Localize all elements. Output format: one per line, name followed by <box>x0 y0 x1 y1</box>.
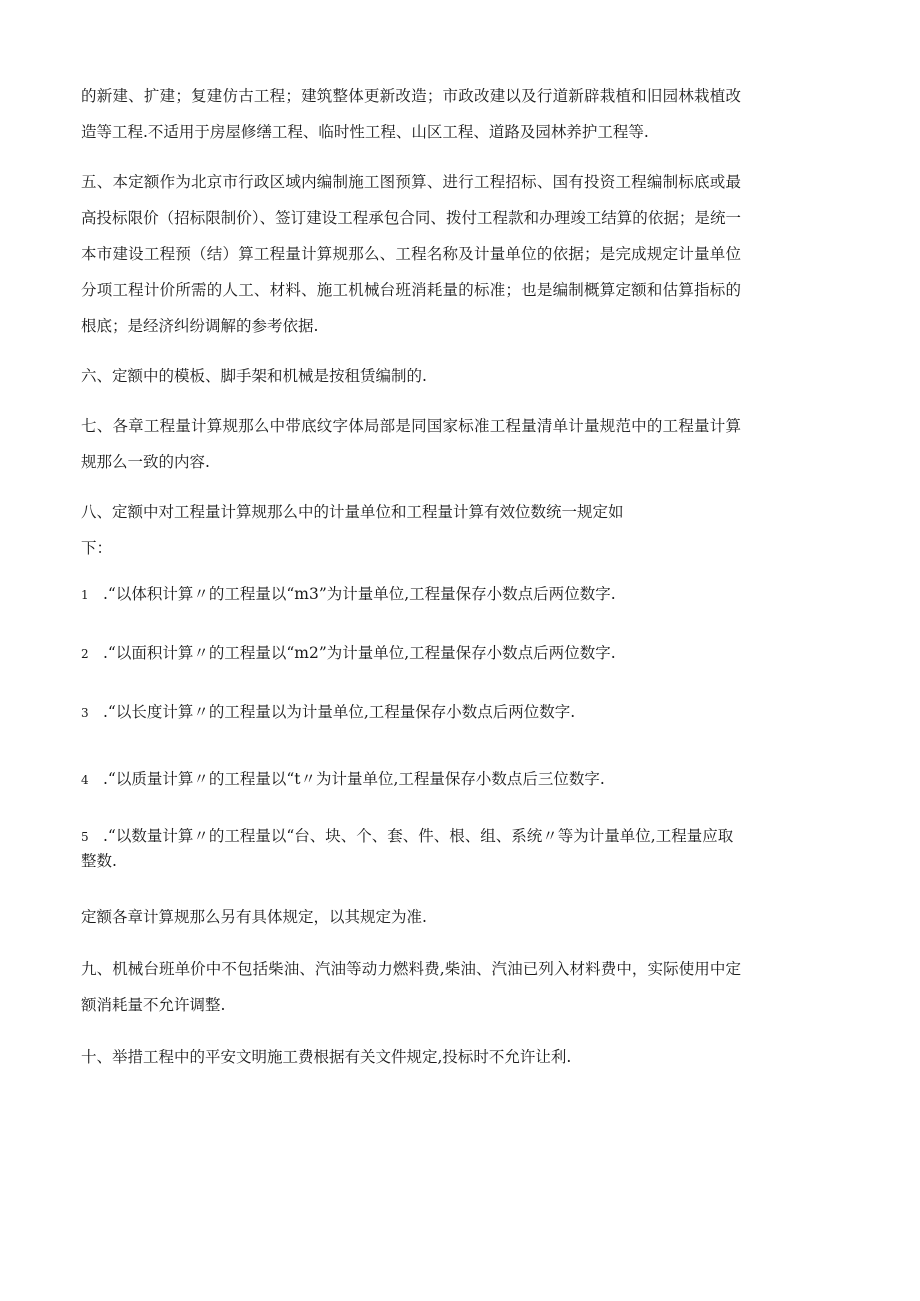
paragraph-6-rental: 六、定额中的模板、脚手架和机械是按租赁编制的. <box>81 367 427 385</box>
paragraph-note: 定额各章计算规那么另有具体规定，以其规定为准. <box>81 908 427 926</box>
paragraph-7-rules: 七、各章工程量计算规那么中带底纹字体局部是同国家标准工程量清单计量规范中的工程量计算规那么一致的内容. <box>81 417 741 471</box>
list-item-2 <box>81 639 741 668</box>
list-item-text: .“以体积计算〃的工程量以“m3”为计量单位,工程量保存小数点后两位数字. <box>103 585 616 603</box>
list-item-text: .“以长度计算〃的工程量以为计量单位,工程量保存小数点后两位数字. <box>103 703 576 721</box>
list-item-number: 4 <box>81 773 89 787</box>
list-item-number: 2 <box>81 647 89 661</box>
paragraph-8-units: 八、定额中对工程量计算规那么中的计量单位和工程量计算有效位数统一规定如 <box>81 503 624 521</box>
list-item-number: 3 <box>81 706 89 720</box>
list-item-number: 5 <box>81 830 89 844</box>
list-item-4 <box>81 765 741 794</box>
list-item-text: .“以质量计算〃的工程量以“t〃为计量单位,工程量保存小数点后三位数字. <box>103 770 605 788</box>
list-item-number: 1 <box>81 588 89 602</box>
document-page <box>81 78 741 1089</box>
list-item-3 <box>81 698 741 727</box>
list-item-1 <box>81 580 741 609</box>
list-item-text: .“以面积计算〃的工程量以“m2”为计量单位,工程量保存小数点后两位数字. <box>103 644 616 662</box>
paragraph-9-fuel: 九、机械台班单价中不包括柴油、汽油等动力燃料费,柴油、汽油已列入材料费中，实际使用中定额消耗量不允许调整. <box>81 960 741 1014</box>
list-item-text: .“以数量计算〃的工程量以“台、块、个、套、件、根、组、系统〃等为计量单位,工程量应取整数. <box>81 827 734 870</box>
paragraph-10-safety: 十、举措工程中的平安文明施工费根据有关文件规定,投标时不允许让利. <box>81 1048 572 1066</box>
list-item-5 <box>81 824 741 873</box>
paragraph-scope: 的新建、扩建；复建仿古工程；建筑整体更新改造；市政改建以及行道新辟栽植和旧园林栽植改造等工程.不适用于房屋修缮工程、临时性工程、山区工程、道路及园林养护工程等. <box>81 87 741 141</box>
paragraph-8-continuation: 下： <box>81 539 113 557</box>
paragraph-5-purpose: 五、本定额作为北京市行政区域内编制施工图预算、进行工程招标、国有投资工程编制标底或最高投标限价（招标限制价）、签订建设工程承包合同、拨付工程款和办理竣工结算的依据；是统一本市建设工程预（结）算工程量计算规那么、工程名称及计量单位的依据；是完成规定计量单位分项工程计价所需的人工、材料、施工机械台班消耗量的标准；也是编制概算定额和估算指标的根底；是经济纠纷调解的参考依据. <box>81 173 741 335</box>
